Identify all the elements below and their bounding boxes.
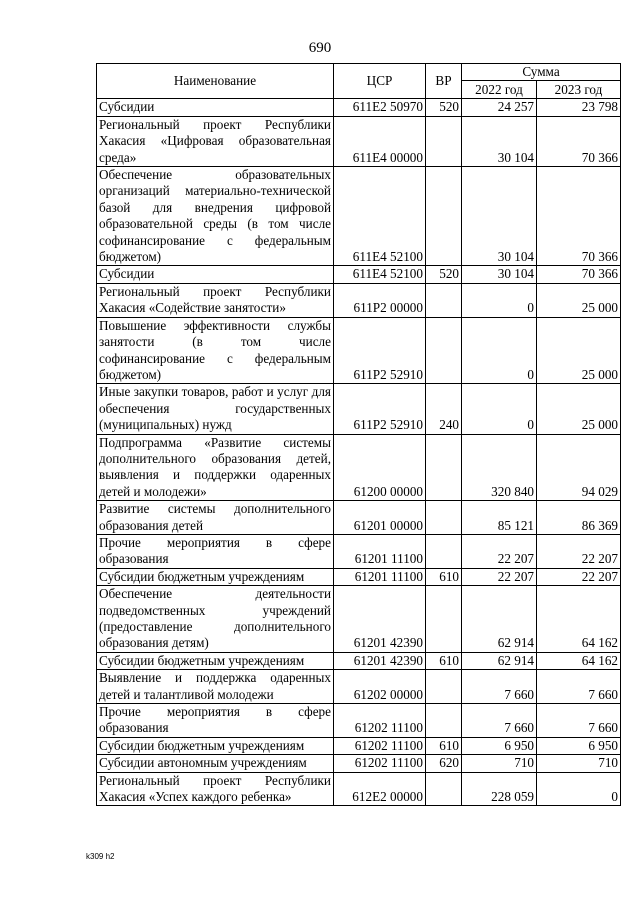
- row-sum-2022-cell: 62 914: [462, 652, 537, 669]
- row-sum-2022-cell: 22 207: [462, 534, 537, 568]
- row-csr-cell: 61202 11100: [334, 755, 426, 772]
- row-name-cell: Обеспечение образовательных организаций материально-технической базой для внедрения цифровой образовательной среды (в том числе софинансирование с федеральным бюджетом): [97, 167, 334, 266]
- row-vr-cell: [426, 586, 462, 653]
- table-row: [97, 534, 621, 568]
- row-csr-cell: 61201 00000: [334, 501, 426, 535]
- row-name-cell: Прочие мероприятия в сфере образования: [97, 704, 334, 738]
- footer-code: k309 h2: [86, 852, 115, 861]
- table-row: [97, 384, 621, 434]
- row-csr-cell: 611Р2 52910: [334, 317, 426, 384]
- row-name-cell: Субсидии: [97, 99, 334, 116]
- row-name-cell: Выявление и поддержка одаренных детей и талантливой молодежи: [97, 670, 334, 704]
- row-sum-2022-cell: 22 207: [462, 568, 537, 585]
- row-csr-cell: 61202 00000: [334, 670, 426, 704]
- row-sum-2023-cell: 22 207: [537, 534, 621, 568]
- row-name-cell: Субсидии автономным учреждениям: [97, 755, 334, 772]
- row-name-cell: Субсидии: [97, 266, 334, 283]
- row-vr-cell: [426, 434, 462, 501]
- row-vr-cell: 520: [426, 99, 462, 116]
- header-year-2022: 2022 год: [462, 81, 537, 99]
- row-csr-cell: 61201 11100: [334, 534, 426, 568]
- row-name-cell: Прочие мероприятия в сфере образования: [97, 534, 334, 568]
- row-sum-2023-cell: 25 000: [537, 384, 621, 434]
- row-csr-cell: 611Е4 00000: [334, 116, 426, 166]
- row-vr-cell: 620: [426, 755, 462, 772]
- header-name: Наименование: [97, 64, 334, 99]
- row-name-cell: Региональный проект Республики Хакасия «Содействие занятости»: [97, 283, 334, 317]
- row-csr-cell: 611Р2 52910: [334, 384, 426, 434]
- row-sum-2022-cell: 0: [462, 317, 537, 384]
- row-sum-2023-cell: 23 798: [537, 99, 621, 116]
- row-csr-cell: 61202 11100: [334, 737, 426, 754]
- row-vr-cell: 240: [426, 384, 462, 434]
- row-name-cell: Субсидии бюджетным учреждениям: [97, 568, 334, 585]
- row-csr-cell: 612Е2 00000: [334, 772, 426, 806]
- table-row: [97, 283, 621, 317]
- row-name-cell: Региональный проект Республики Хакасия «Успех каждого ребенка»: [97, 772, 334, 806]
- budget-table: [96, 63, 621, 806]
- row-sum-2023-cell: 0: [537, 772, 621, 806]
- table-row: [97, 116, 621, 166]
- row-vr-cell: [426, 167, 462, 266]
- row-sum-2023-cell: 70 366: [537, 116, 621, 166]
- row-sum-2023-cell: 6 950: [537, 737, 621, 754]
- row-csr-cell: 61201 11100: [334, 568, 426, 585]
- table-row: [97, 167, 621, 266]
- table-row: [97, 568, 621, 585]
- table-row: [97, 434, 621, 501]
- table-row: [97, 501, 621, 535]
- row-name-cell: Развитие системы дополнительного образования детей: [97, 501, 334, 535]
- row-vr-cell: [426, 670, 462, 704]
- row-vr-cell: [426, 772, 462, 806]
- row-vr-cell: 610: [426, 568, 462, 585]
- row-vr-cell: [426, 534, 462, 568]
- row-sum-2022-cell: 7 660: [462, 670, 537, 704]
- table-row: [97, 652, 621, 669]
- row-sum-2022-cell: 320 840: [462, 434, 537, 501]
- header-sum: Сумма: [462, 64, 621, 81]
- row-csr-cell: 61200 00000: [334, 434, 426, 501]
- header-csr: ЦСР: [334, 64, 426, 99]
- table-row: [97, 755, 621, 772]
- row-csr-cell: 61201 42390: [334, 652, 426, 669]
- row-vr-cell: 610: [426, 652, 462, 669]
- row-csr-cell: 611Е2 50970: [334, 99, 426, 116]
- row-vr-cell: 520: [426, 266, 462, 283]
- row-sum-2022-cell: 24 257: [462, 99, 537, 116]
- row-csr-cell: 611Е4 52100: [334, 266, 426, 283]
- row-name-cell: Субсидии бюджетным учреждениям: [97, 737, 334, 754]
- row-vr-cell: [426, 283, 462, 317]
- row-sum-2023-cell: 7 660: [537, 670, 621, 704]
- row-csr-cell: 61201 42390: [334, 586, 426, 653]
- row-sum-2022-cell: 7 660: [462, 704, 537, 738]
- row-sum-2022-cell: 85 121: [462, 501, 537, 535]
- row-sum-2023-cell: 70 366: [537, 167, 621, 266]
- table-row: [97, 266, 621, 283]
- row-vr-cell: [426, 501, 462, 535]
- table-row: [97, 704, 621, 738]
- row-sum-2022-cell: 0: [462, 283, 537, 317]
- row-name-cell: Подпрограмма «Развитие системы дополнительного образования детей, выявления и поддержки одаренных детей и молодежи»: [97, 434, 334, 501]
- row-sum-2022-cell: 30 104: [462, 167, 537, 266]
- header-year-2023: 2023 год: [537, 81, 621, 99]
- table-row: [97, 737, 621, 754]
- table-header: [97, 64, 621, 99]
- row-sum-2022-cell: 0: [462, 384, 537, 434]
- row-sum-2023-cell: 710: [537, 755, 621, 772]
- row-sum-2023-cell: 25 000: [537, 283, 621, 317]
- table-row: [97, 586, 621, 653]
- row-sum-2022-cell: 710: [462, 755, 537, 772]
- row-sum-2023-cell: 64 162: [537, 652, 621, 669]
- row-vr-cell: [426, 704, 462, 738]
- page-number: 690: [308, 40, 332, 56]
- row-name-cell: Обеспечение деятельности подведомственных учреждений (предоставление дополнительного образования детям): [97, 586, 334, 653]
- row-name-cell: Региональный проект Республики Хакасия «Цифровая образовательная среда»: [97, 116, 334, 166]
- row-sum-2023-cell: 94 029: [537, 434, 621, 501]
- row-sum-2022-cell: 62 914: [462, 586, 537, 653]
- table-row: [97, 317, 621, 384]
- row-csr-cell: 611Е4 52100: [334, 167, 426, 266]
- row-sum-2022-cell: 30 104: [462, 266, 537, 283]
- row-sum-2023-cell: 7 660: [537, 704, 621, 738]
- row-name-cell: Субсидии бюджетным учреждениям: [97, 652, 334, 669]
- row-sum-2023-cell: 22 207: [537, 568, 621, 585]
- row-name-cell: Иные закупки товаров, работ и услуг для обеспечения государственных (муниципальных) нужд: [97, 384, 334, 434]
- row-sum-2023-cell: 64 162: [537, 586, 621, 653]
- table-row: [97, 772, 621, 806]
- row-vr-cell: 610: [426, 737, 462, 754]
- row-sum-2023-cell: 86 369: [537, 501, 621, 535]
- row-vr-cell: [426, 116, 462, 166]
- row-csr-cell: 61202 11100: [334, 704, 426, 738]
- row-name-cell: Повышение эффективности службы занятости (в том числе софинансирование с федеральным бюджетом): [97, 317, 334, 384]
- row-sum-2022-cell: 228 059: [462, 772, 537, 806]
- table-row: [97, 670, 621, 704]
- row-csr-cell: 611Р2 00000: [334, 283, 426, 317]
- table-body: [97, 99, 621, 806]
- row-sum-2022-cell: 30 104: [462, 116, 537, 166]
- header-vr: ВР: [426, 64, 462, 99]
- row-sum-2022-cell: 6 950: [462, 737, 537, 754]
- table-row: [97, 99, 621, 116]
- row-sum-2023-cell: 70 366: [537, 266, 621, 283]
- row-sum-2023-cell: 25 000: [537, 317, 621, 384]
- row-vr-cell: [426, 317, 462, 384]
